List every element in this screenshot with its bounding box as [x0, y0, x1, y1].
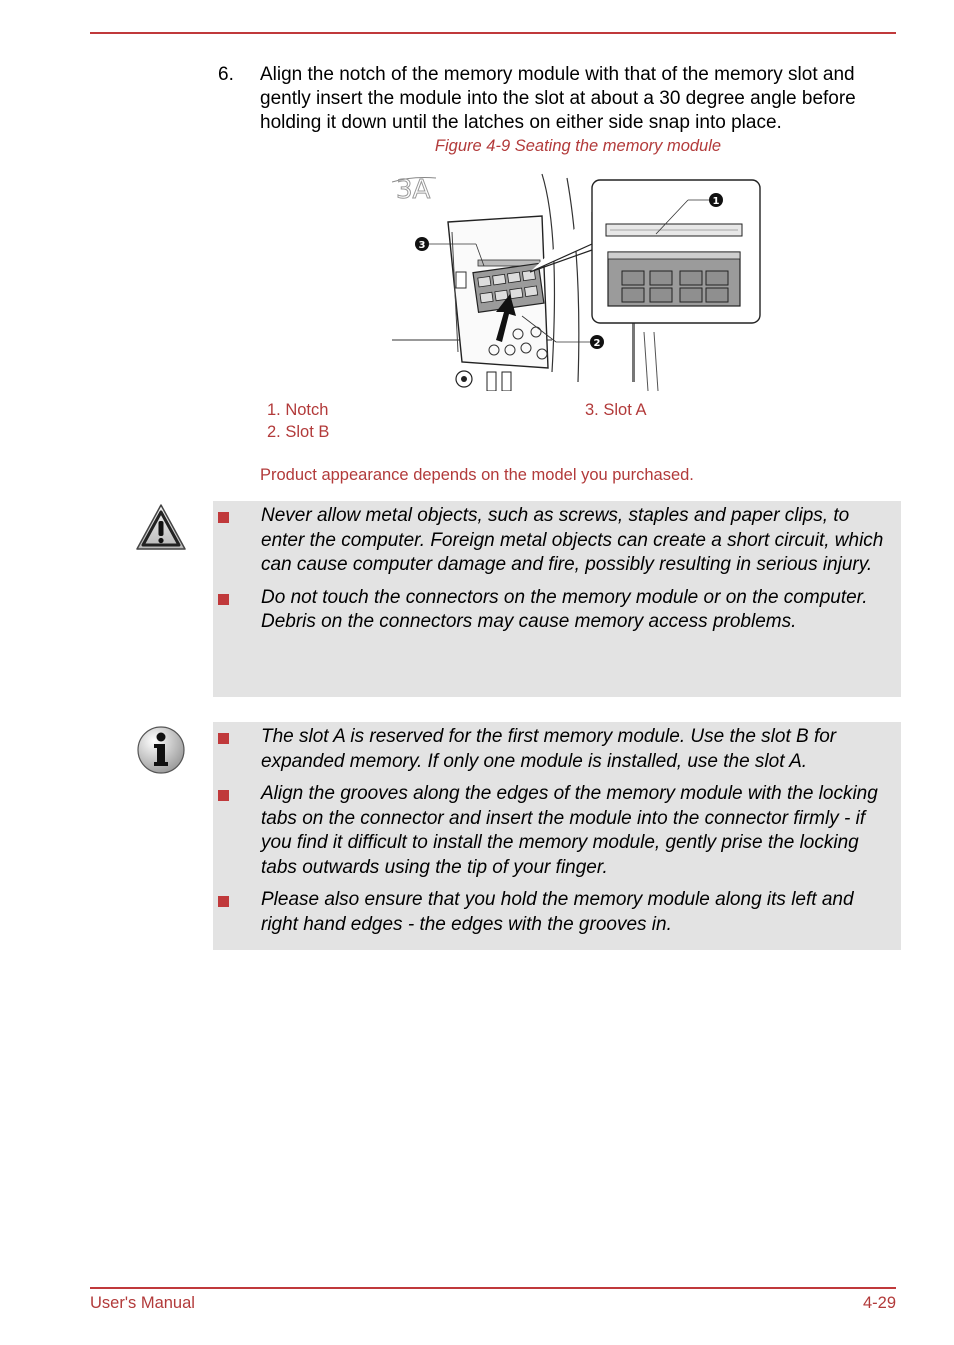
info-item [213, 782, 901, 880]
step-number: 6. [218, 64, 234, 85]
info-item [213, 888, 901, 937]
chassis-logo-fragment: 3A [396, 175, 431, 205]
svg-text:1: 1 [712, 196, 720, 207]
info-box [213, 722, 901, 950]
legend-item-notch: 1. Notch [267, 401, 329, 419]
header-rule [90, 32, 896, 34]
warning-box [213, 501, 901, 697]
legend-item-slot-a: 3. Slot A [585, 401, 647, 419]
bullet-square-icon [218, 790, 229, 801]
footer-rule [90, 1287, 896, 1289]
bullet-square-icon [218, 896, 229, 907]
footer-title: User's Manual [90, 1294, 195, 1312]
warning-item [213, 504, 901, 578]
warning-item-text: Do not touch the connectors on the memory module or on the computer. Debris on the connectors may cause memory access problems. [261, 586, 868, 632]
info-item-text: The slot A is reserved for the first memory module. Use the slot B for expanded memory. If only one module is installed, use the slot A. [261, 726, 837, 772]
info-item-text: Please also ensure that you hold the memory module along its left and right hand edges - the edges with the grooves in. [261, 889, 854, 935]
warning-item [213, 586, 901, 635]
bullet-square-icon [218, 733, 229, 744]
info-item-text: Align the grooves along the edges of the memory module with the locking tabs on the connector and insert the module into the connector firmly - if you find it difficult to install the memory module, gently prise the locking tabs outwards using the tip of your finger. [261, 783, 878, 878]
bullet-square-icon [218, 512, 229, 523]
bullet-square-icon [218, 594, 229, 605]
svg-text:2: 2 [593, 338, 601, 349]
appearance-note: Product appearance depends on the model you purchased. [260, 466, 694, 484]
warning-triangle-icon [135, 502, 187, 554]
legend-item-slot-b: 2. Slot B [267, 423, 330, 441]
info-icon [136, 725, 186, 775]
page-number: 4-29 [862, 1294, 896, 1312]
step-text: Align the notch of the memory module with that of the memory slot and gently insert the module into the slot at about a 30 degree angle before holding it down until the latches on either side snap into place. [260, 64, 856, 133]
warning-item-text: Never allow metal objects, such as screws, staples and paper clips, to enter the computer. Foreign metal objects can create a short circuit, which can cause computer damage and fire, possibly resulting in serious injury. [261, 505, 884, 575]
info-item [213, 725, 901, 774]
figure-caption: Figure 4-9 Seating the memory module [434, 137, 722, 155]
svg-text:3: 3 [418, 240, 426, 251]
memory-module-illustration [392, 172, 762, 391]
